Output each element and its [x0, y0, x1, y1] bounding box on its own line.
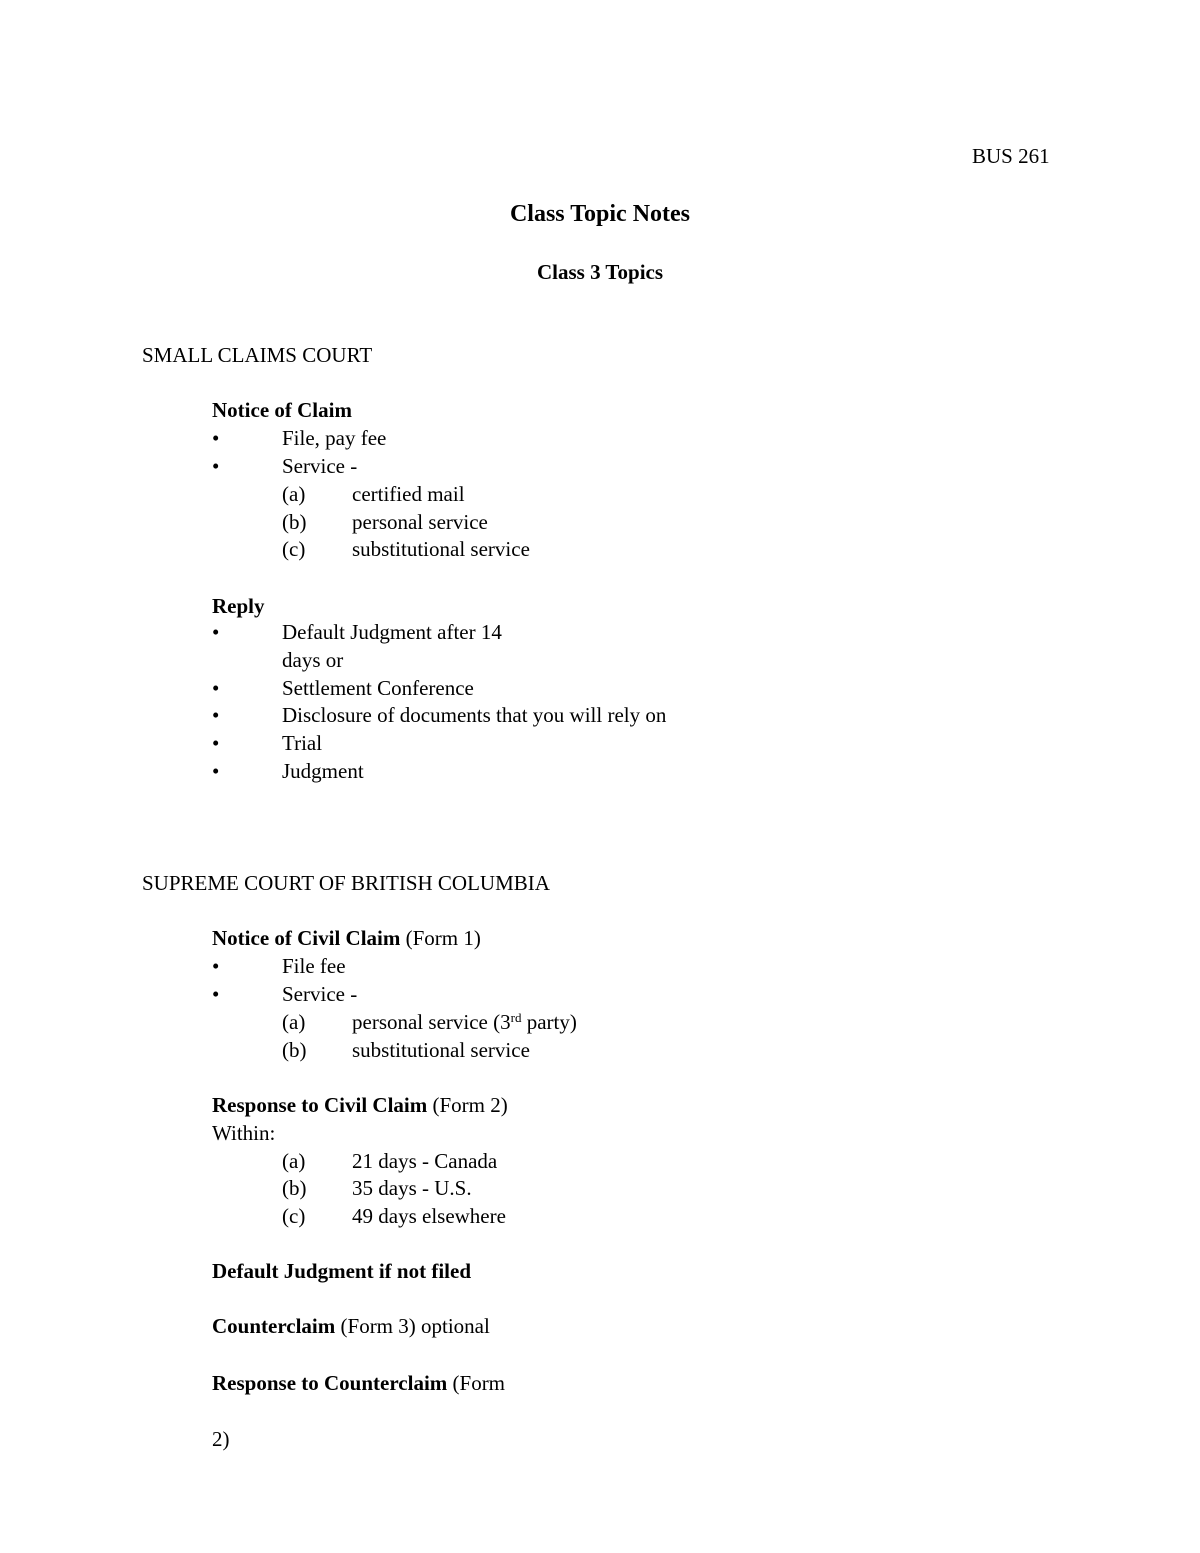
- sub-item-text: 49 days elsewhere: [352, 1204, 506, 1228]
- sub-item-label: (b): [282, 510, 307, 534]
- default-judgment-heading: Default Judgment if not filed: [212, 1259, 471, 1283]
- sub-item-text: 21 days - Canada: [352, 1149, 498, 1173]
- bullet-icon: •: [212, 954, 220, 978]
- sub-item-text: substitutional service: [352, 537, 530, 561]
- sub-item-text: 35 days - U.S.: [352, 1176, 472, 1200]
- list-item: Service -: [282, 454, 358, 478]
- list-item-continuation: days or: [282, 648, 344, 672]
- page-title: Class Topic Notes: [509, 201, 691, 227]
- heading-bold: Response to Counterclaim: [212, 1371, 448, 1395]
- list-item: Trial: [282, 731, 323, 755]
- list-item: Default Judgment after 14: [282, 620, 502, 644]
- sub-item-label: (c): [282, 1204, 306, 1228]
- sub-item-text: substitutional service: [352, 1038, 530, 1062]
- sub-item-label: (b): [282, 1176, 307, 1200]
- bullet-icon: •: [212, 620, 220, 644]
- heading-form-ref: (Form 1): [400, 926, 481, 950]
- response-to-civil-claim-heading: [212, 1091, 508, 1119]
- sub-item-text: certified mail: [352, 482, 465, 506]
- bullet-icon: •: [212, 676, 220, 700]
- within-label: Within:: [212, 1121, 276, 1145]
- sub-item-label: (b): [282, 1038, 307, 1062]
- course-code: BUS 261: [972, 144, 1050, 168]
- bullet-icon: •: [212, 731, 220, 755]
- response-to-counterclaim-continuation: 2): [212, 1427, 230, 1451]
- heading-bold: Counterclaim: [212, 1314, 336, 1338]
- sub-item-label: (a): [282, 1149, 306, 1173]
- list-item: File, pay fee: [282, 426, 387, 450]
- heading-form-ref: (Form: [447, 1371, 506, 1395]
- section-heading-small-claims: SMALL CLAIMS COURT: [142, 343, 373, 367]
- sub-item-text: personal service: [352, 510, 488, 534]
- section-heading-supreme-court: SUPREME COURT OF BRITISH COLUMBIA: [142, 871, 550, 895]
- bullet-icon: •: [212, 982, 220, 1006]
- response-to-counterclaim-line: [212, 1369, 505, 1397]
- heading-form-ref: (Form 3) optional: [335, 1314, 490, 1338]
- list-item: Service -: [282, 982, 358, 1006]
- heading-bold: Response to Civil Claim: [212, 1093, 428, 1117]
- bullet-icon: •: [212, 759, 220, 783]
- list-item: Judgment: [282, 759, 364, 783]
- ordinal-superscript: rd: [510, 1010, 522, 1025]
- reply-heading: Reply: [212, 594, 265, 618]
- page-subtitle: Class 3 Topics: [536, 260, 664, 284]
- sub-item-text: [352, 1008, 577, 1036]
- sub-item-label: (a): [282, 1010, 306, 1034]
- list-item: Disclosure of documents that you will rely on: [282, 703, 667, 727]
- sub-item-label: (c): [282, 537, 306, 561]
- heading-form-ref: (Form 2): [427, 1093, 508, 1117]
- list-item: Settlement Conference: [282, 676, 474, 700]
- text-pre: personal service (3: [352, 1010, 511, 1034]
- sub-item-label: (a): [282, 482, 306, 506]
- bullet-icon: •: [212, 454, 220, 478]
- notice-of-claim-heading: Notice of Claim: [212, 398, 352, 422]
- notice-of-civil-claim-heading: [212, 924, 481, 952]
- text-post: party): [521, 1010, 577, 1034]
- bullet-icon: •: [212, 703, 220, 727]
- bullet-icon: •: [212, 426, 220, 450]
- counterclaim-line: [212, 1312, 490, 1340]
- list-item: File fee: [282, 954, 346, 978]
- heading-bold: Notice of Civil Claim: [212, 926, 401, 950]
